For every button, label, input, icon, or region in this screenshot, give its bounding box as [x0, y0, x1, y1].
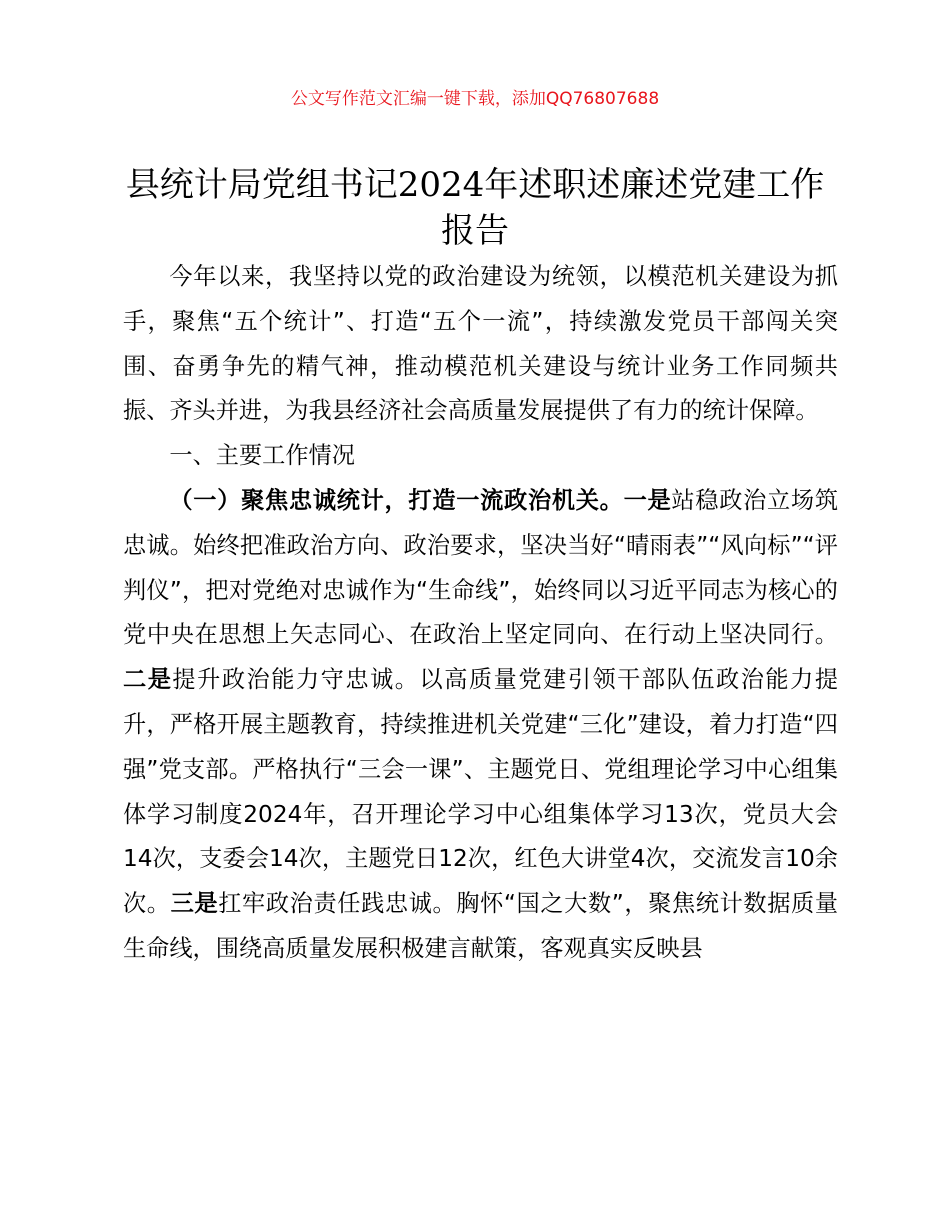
document-body	[123, 255, 838, 972]
point-lead-3: 三是	[170, 890, 219, 918]
point-text-1: 站稳政治立场筑忠诚。始终把准政治方向、政治要求，坚决当好“晴雨表”“风向标”“评判仪”，把对党绝对忠诚作为“生命线”，始终同以习近平同志为核心的党中央在思想上矢志同心、在政治上坚定同向、在行动上坚决同行。	[123, 486, 839, 649]
document-title: 县统计局党组书记2024年述职述廉述党建工作报告	[125, 165, 825, 251]
point-text-2: 提升政治能力守忠诚。以高质量党建引领干部队伍政治能力提升，严格开展主题教育，持续推进机关党建“三化”建设，着力打造“四强”党支部。严格执行“三会一课”、主题党日、党组理论学习中心组集体学习制度2024年，召开理论学习中心组集体学习13次，党员大会14次，支委会14次，主题党日12次，红色大讲堂4次，交流发言10余次。	[123, 666, 839, 918]
section-heading: 一、主要工作情况	[169, 442, 355, 470]
subsection-1-paragraph	[123, 479, 838, 972]
subsection-1-heading: （一）聚焦忠诚统计，打造一流政治机关。	[169, 486, 624, 514]
watermark-ad-text: 公文写作范文汇编一键下载，添加QQ76807688	[290, 89, 660, 109]
point-lead-1: 一是	[623, 486, 672, 514]
intro-paragraph: 今年以来，我坚持以党的政治建设为统领，以模范机关建设为抓手，聚焦“五个统计”、打造“五个一流”，持续激发党员干部闯关突围、奋勇争先的精气神，推动模范机关建设与统计业务工作同频共振、齐头并进，为我县经济社会高质量发展提供了有力的统计保障。	[123, 263, 838, 425]
point-lead-2: 二是	[123, 666, 173, 694]
point-text-3: 扛牢政治责任践忠诚。胸怀“国之大数”，聚焦统计数据质量生命线，围绕高质量发展积极建言献策，客观真实反映县	[123, 890, 839, 962]
